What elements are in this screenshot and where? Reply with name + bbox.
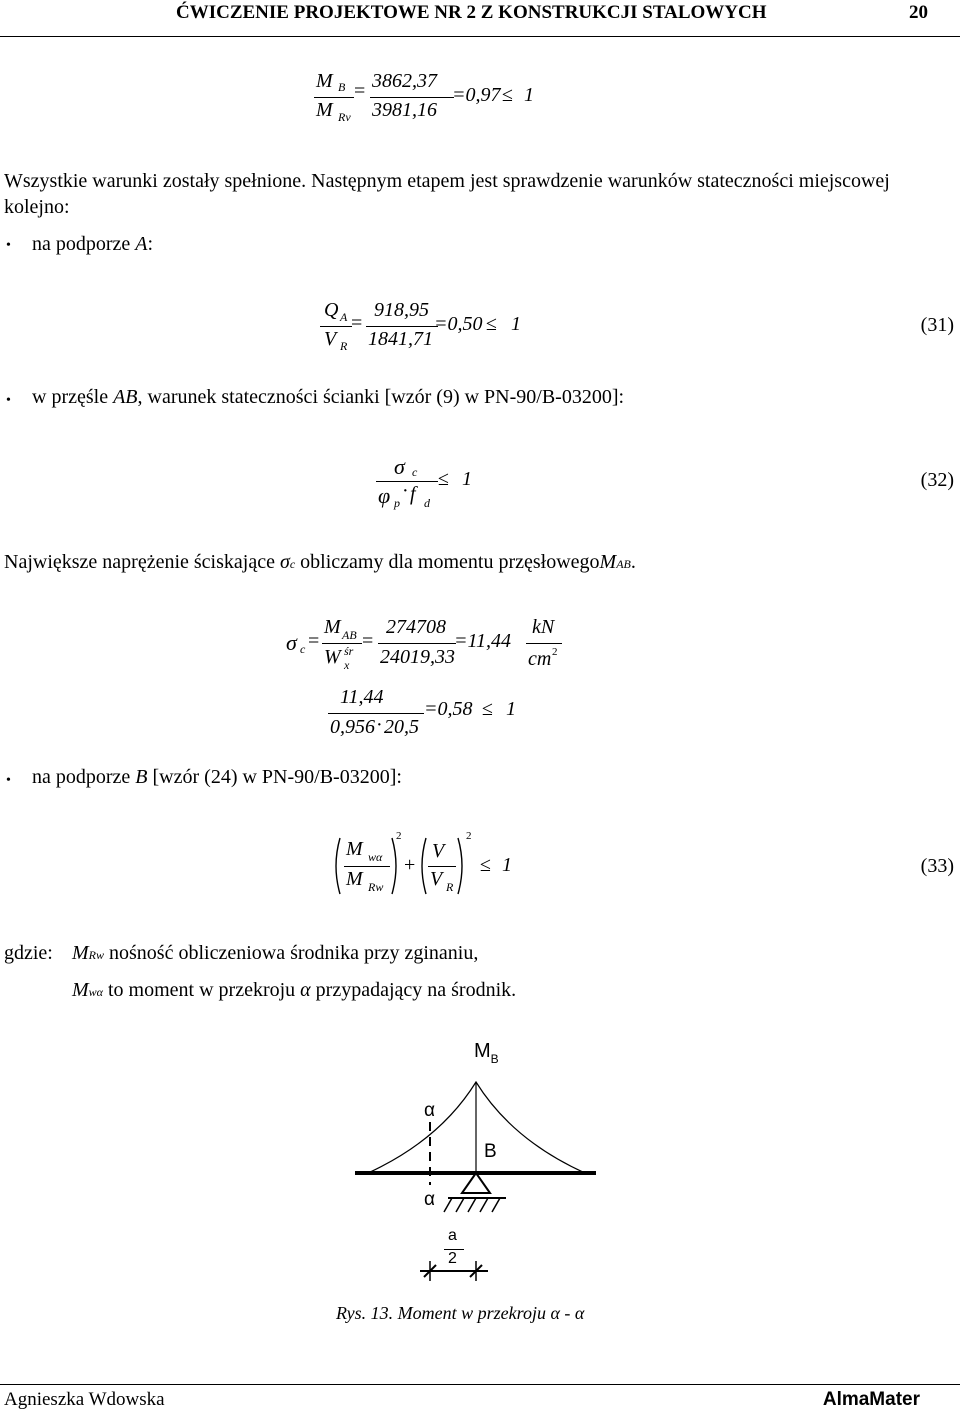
- equation-check: [326, 686, 526, 742]
- result: =0,97: [452, 84, 501, 106]
- equation-mb-ratio: [312, 66, 552, 126]
- bullet-icon: •: [6, 238, 11, 253]
- ground-hatch-icon: [444, 1198, 500, 1212]
- bullet-text: [32, 386, 624, 409]
- m-sub: wα: [368, 850, 383, 864]
- where-label: gdzie:: [4, 942, 53, 964]
- mb-letter: M: [474, 1040, 491, 1062]
- f-letter: f: [410, 483, 416, 505]
- bullet-text-pre: na podporze: [32, 233, 136, 255]
- one: 1: [502, 854, 512, 876]
- variable-ab: AB: [113, 386, 138, 408]
- m-letter: M: [72, 942, 89, 964]
- bullet-icon: •: [6, 393, 11, 408]
- eq-m-sub: Rv: [338, 110, 351, 124]
- sigma-symbol: σ: [286, 630, 297, 655]
- alpha-top-label: α: [424, 1100, 435, 1121]
- sigma-symbol: σ: [394, 454, 405, 479]
- result: =11,44: [454, 630, 512, 652]
- dot: ·: [376, 714, 383, 736]
- m-letter: M: [599, 551, 617, 573]
- footer-author: Agnieszka Wdowska: [4, 1389, 165, 1410]
- bullet-text-pre: w przęśle: [32, 386, 114, 408]
- dot: ·: [402, 480, 409, 502]
- m-letter: M: [324, 616, 341, 638]
- result: =0,58: [424, 698, 473, 720]
- fraction-line: [378, 643, 456, 644]
- sigma-symbol: σ: [279, 551, 290, 573]
- alpha-bottom-label: α: [424, 1189, 435, 1210]
- dim-numerator: a: [448, 1227, 457, 1244]
- denominator: 24019,33: [380, 646, 455, 668]
- definition-text: to moment w przekroju: [102, 979, 301, 1001]
- m-letter: M: [346, 838, 363, 860]
- header-title: ĆWICZENIE PROJEKTOWE NR 2 Z KONSTRUKCJI STALOWYCH: [176, 2, 767, 23]
- m-sub: Rw: [88, 948, 105, 962]
- plus-sign: +: [404, 854, 416, 876]
- numerator: 11,44: [340, 686, 384, 708]
- le-sign: ≤: [480, 854, 491, 876]
- fraction-line: [526, 643, 562, 644]
- footer-rule: [0, 1384, 960, 1385]
- numerator: 274708: [386, 616, 446, 638]
- m-sub: wα: [88, 985, 103, 999]
- mb-sub: B: [490, 1052, 499, 1066]
- eq-q-sub: A: [340, 310, 348, 324]
- den-b: 20,5: [384, 716, 419, 738]
- sigma-sub: c: [289, 557, 296, 571]
- exponent: 2: [466, 830, 472, 842]
- equation-32: [372, 450, 492, 518]
- numerator: 918,95: [374, 299, 429, 321]
- one: 1: [462, 468, 472, 490]
- sigma-sub: c: [412, 465, 418, 479]
- eq-v-sub: R: [340, 339, 348, 353]
- m-sub: AB: [342, 628, 357, 642]
- figure-caption: Rys. 13. Moment w przekroju α - α: [336, 1303, 585, 1323]
- equals-sign: =: [308, 630, 320, 652]
- one: 1: [524, 84, 534, 106]
- equation-number-33: (33): [920, 855, 954, 877]
- m-letter: M: [72, 979, 89, 1001]
- equation-31: [318, 296, 548, 356]
- dim-denominator: 2: [448, 1250, 457, 1267]
- eq-q-letter: Q: [324, 299, 339, 321]
- equation-33: [330, 830, 530, 900]
- fraction-line: [366, 326, 438, 327]
- le-sign: ≤: [502, 84, 513, 106]
- unit-denominator: cm: [528, 648, 552, 670]
- m-letter: M: [346, 868, 363, 890]
- page-number: 20: [909, 2, 928, 23]
- text-mid: obliczamy dla momentu przęsłowego: [295, 551, 600, 573]
- definition-line: [72, 979, 516, 1002]
- fraction-line: [370, 97, 454, 98]
- m-sub: Rw: [368, 880, 384, 894]
- le-sign: ≤: [438, 468, 449, 490]
- eq-m-letter: M: [316, 99, 333, 121]
- paragraph-line: Wszystkie warunki zostały spełnione. Następnym etapem jest sprawdzenie warunków stateczności miejscowej: [4, 170, 890, 192]
- w-letter: W: [324, 646, 341, 668]
- exponent: 2: [396, 830, 402, 842]
- fraction-line: [322, 643, 362, 644]
- equation-sigma-c: [282, 612, 582, 678]
- denominator: 3981,16: [372, 99, 437, 121]
- v-letter: V: [432, 840, 445, 862]
- den-a: 0,956: [330, 716, 375, 738]
- paragraph-line: [4, 551, 636, 574]
- phi-sub: p: [394, 496, 400, 510]
- b-label: B: [484, 1141, 497, 1162]
- w-sup: śr: [344, 644, 354, 658]
- text-end: .: [630, 551, 636, 573]
- fraction-line: [344, 866, 390, 867]
- le-sign: ≤: [482, 698, 493, 720]
- bullet-text: [32, 233, 153, 256]
- support-triangle-icon: [462, 1173, 490, 1193]
- alpha-symbol: α: [300, 979, 311, 1001]
- denominator: 1841,71: [368, 328, 433, 350]
- bullet-icon: •: [6, 773, 11, 788]
- w-sub: x: [344, 658, 350, 672]
- definition-end: przypadający na środnik.: [310, 979, 517, 1001]
- bullet-text-post: , warunek stateczności ścianki [wzór (9) w PN-90/B-03200]:: [137, 386, 625, 408]
- mb-label: [474, 1040, 499, 1066]
- eq-m-sub: B: [338, 80, 346, 94]
- moment-diagram-figure: [0, 1030, 960, 1290]
- equation-number-32: (32): [920, 469, 954, 491]
- text-pre: Największe naprężenie ściskające: [4, 551, 280, 573]
- bullet-text: [32, 766, 402, 789]
- equation-number-31: (31): [920, 314, 954, 336]
- phi-symbol: φ: [378, 483, 391, 508]
- result: =0,50: [434, 313, 483, 335]
- v-sub: R: [446, 880, 454, 894]
- fraction-line: [428, 866, 456, 867]
- v-letter: V: [430, 868, 443, 890]
- unit-exponent: 2: [552, 646, 558, 658]
- equals-sign: =: [362, 630, 374, 652]
- eq-v-letter: V: [324, 328, 337, 350]
- variable-a: A: [135, 233, 148, 255]
- colon: :: [147, 233, 154, 255]
- sigma-sub: c: [300, 642, 306, 656]
- footer-brand: AlmaMater: [822, 1389, 920, 1410]
- fraction-line: [320, 326, 352, 327]
- definition-line: [72, 942, 478, 965]
- eq-m-letter: M: [316, 70, 333, 92]
- numerator: 3862,37: [372, 70, 437, 92]
- equals-sign: =: [354, 80, 366, 102]
- paragraph-line: kolejno:: [4, 196, 70, 218]
- one: 1: [511, 313, 521, 335]
- equals-sign: =: [351, 312, 363, 334]
- fraction-line: [314, 97, 354, 98]
- bullet-text-post: [wzór (24) w PN-90/B-03200]:: [147, 766, 402, 788]
- one: 1: [506, 698, 516, 720]
- f-sub: d: [424, 496, 430, 510]
- m-sub: AB: [616, 557, 631, 571]
- bullet-text-pre: na podporze: [32, 766, 136, 788]
- le-sign: ≤: [486, 313, 497, 335]
- definition-text: nośność obliczeniowa środnika przy zginaniu,: [104, 942, 479, 964]
- unit-numerator: kN: [532, 616, 555, 638]
- variable-b: B: [135, 766, 148, 788]
